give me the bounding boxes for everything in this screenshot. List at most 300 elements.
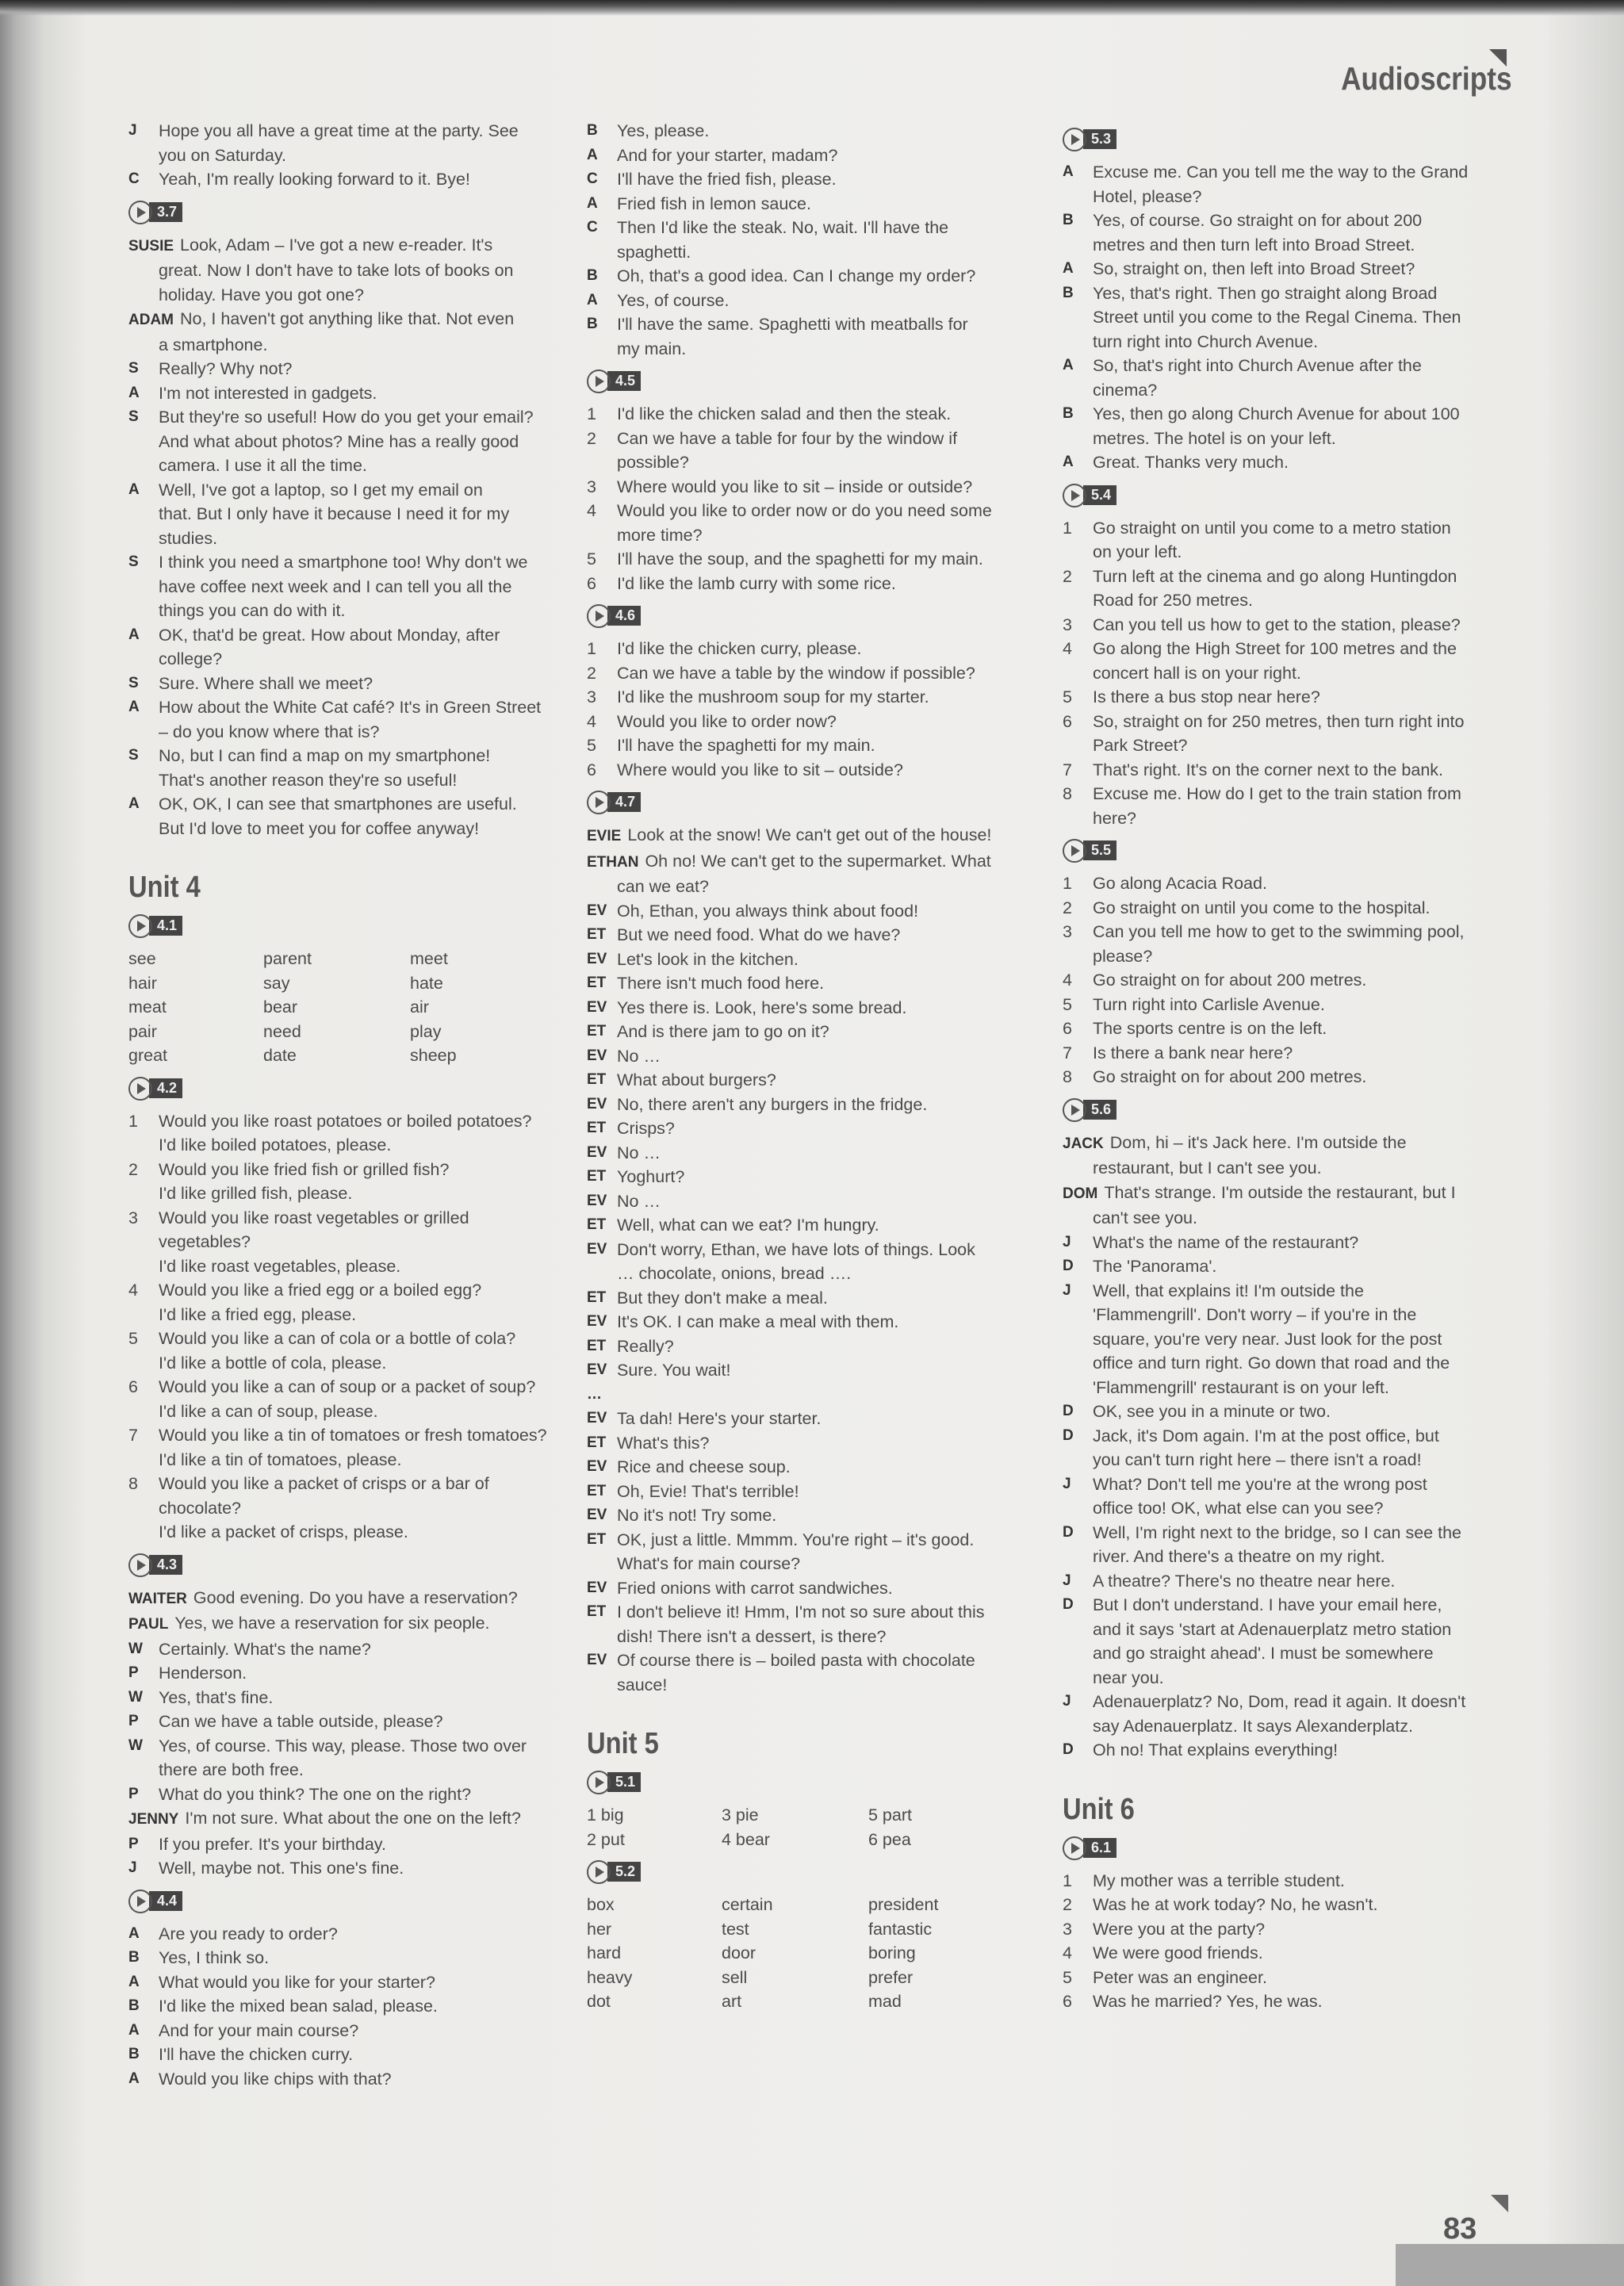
line-text: That's another reason they're so useful! xyxy=(159,770,458,790)
line-number: 1 xyxy=(1063,1871,1072,1890)
speaker-label: JACK xyxy=(1063,1135,1104,1152)
script-line xyxy=(587,923,1015,948)
script-line xyxy=(128,2067,557,2092)
word-cell: art xyxy=(722,1992,742,2011)
speaker-label: D xyxy=(1063,1741,1074,1758)
line-text: Can we have a table by the window if possible? xyxy=(617,663,975,683)
line-text: Well, I'm right next to the bridge, so I can see the xyxy=(1093,1522,1462,1542)
line-number: 3 xyxy=(1063,1919,1072,1939)
line-text: And for your starter, madam? xyxy=(617,145,838,165)
line-text: I'm not sure. What about the one on the left? xyxy=(185,1809,521,1828)
line-text: I'll have the fried fish, please. xyxy=(617,170,837,189)
script-line xyxy=(128,1611,557,1637)
line-number: 5 xyxy=(1063,994,1072,1014)
script-line xyxy=(587,312,1015,337)
line-text: chocolate? xyxy=(159,1498,241,1518)
script-line xyxy=(128,502,557,527)
page-number: 83 xyxy=(1443,2212,1477,2246)
section-gap xyxy=(587,1697,1015,1717)
word-grid xyxy=(587,1893,1015,2014)
line-number: 2 xyxy=(128,1159,138,1179)
script-line xyxy=(128,478,557,503)
script-line xyxy=(1063,637,1491,661)
script-line xyxy=(1063,661,1491,686)
script-line xyxy=(128,1734,557,1759)
script-line xyxy=(587,661,1015,686)
line-text: more time? xyxy=(617,525,703,545)
script-line xyxy=(587,823,1015,849)
speaker-label: EV xyxy=(587,1143,607,1161)
script-line xyxy=(128,1423,557,1448)
speaker-label: EV xyxy=(587,1652,607,1668)
word-cell: dot xyxy=(587,1992,611,2011)
line-text: Park Street? xyxy=(1093,736,1188,755)
script-line xyxy=(128,119,557,144)
script-line xyxy=(1063,209,1491,233)
speaker-label: A xyxy=(128,699,140,715)
line-text: We were good friends. xyxy=(1093,1943,1263,1962)
line-text: and it says 'start at Adenauerplatz metro station xyxy=(1093,1619,1452,1639)
script-line xyxy=(1063,782,1491,806)
script-line xyxy=(587,264,1015,289)
word-cell: hard xyxy=(587,1943,622,1962)
speaker-label: S xyxy=(128,747,139,764)
speaker-label: J xyxy=(128,1859,137,1876)
line-text: Would you like fried fish or grilled fish? xyxy=(159,1159,450,1179)
line-text: Oh, Evie! That's terrible! xyxy=(617,1481,799,1501)
line-text: I'd like the chicken salad and then the steak. xyxy=(617,404,952,423)
line-text: Would you like a packet of crisps or a bar of xyxy=(159,1474,489,1493)
speaker-label: C xyxy=(128,170,140,187)
line-text: Certainly. What's the name? xyxy=(159,1639,371,1659)
script-line xyxy=(587,996,1015,1020)
line-text: Was he married? Yes, he was. xyxy=(1093,1992,1323,2011)
script-line xyxy=(128,430,557,454)
line-text: That's strange. I'm outside the restaurant, but I xyxy=(1104,1182,1456,1202)
audio-track-badge xyxy=(1063,1836,1116,1863)
script-line xyxy=(128,405,557,430)
line-text: can we eat? xyxy=(617,877,709,896)
script-line xyxy=(587,1189,1015,1214)
line-text: Don't worry, Ethan, we have lots of things. Look xyxy=(617,1239,975,1259)
play-icon xyxy=(587,604,611,628)
script-line xyxy=(128,1254,557,1279)
script-line xyxy=(587,758,1015,783)
line-number: 6 xyxy=(1063,711,1072,731)
word-cell: 6 pea xyxy=(868,1829,911,1849)
audio-track-badge xyxy=(128,200,182,227)
script-line xyxy=(587,1528,1015,1553)
speaker-label: P xyxy=(128,1835,139,1852)
script-line xyxy=(587,1262,1015,1286)
line-text: say Adenauerplatz. It says Alexanderplatz. xyxy=(1093,1716,1413,1736)
line-number: 6 xyxy=(587,760,596,779)
line-text: a smartphone. xyxy=(159,335,268,354)
speaker-label: ETHAN xyxy=(587,853,639,871)
line-number: 7 xyxy=(128,1426,138,1445)
track-number: 4.7 xyxy=(607,792,641,812)
word-cell: bear xyxy=(263,997,298,1017)
line-text: What? Don't tell me you're at the wrong post xyxy=(1093,1474,1427,1494)
word-cell: 5 part xyxy=(868,1805,912,1825)
script-line xyxy=(1063,1569,1491,1594)
line-text: No … xyxy=(617,1046,661,1066)
line-text: Go along Acacia Road. xyxy=(1093,874,1267,893)
line-text: – do you know where that is? xyxy=(159,722,380,741)
speaker-label: ET xyxy=(587,1023,607,1040)
line-text: Let's look in the kitchen. xyxy=(617,949,799,969)
script-line xyxy=(1063,1593,1491,1618)
word-cell: great xyxy=(128,1046,168,1065)
unit-heading: Unit 5 xyxy=(587,1727,659,1760)
line-text: I'd like a tin of tomatoes, please. xyxy=(159,1449,402,1469)
line-number: 8 xyxy=(1063,1067,1072,1086)
script-line xyxy=(128,575,557,599)
line-text: cinema? xyxy=(1093,380,1158,400)
word-cell: 3 pie xyxy=(722,1805,759,1825)
line-number: 6 xyxy=(128,1377,138,1396)
script-line xyxy=(128,1133,557,1158)
line-text: Would you like a fried egg or a boiled egg? xyxy=(159,1281,482,1300)
audio-track-badge xyxy=(587,603,641,630)
line-text: I'll have the same. Spaghetti with meatballs for xyxy=(617,315,968,334)
speaker-label: D xyxy=(1063,1258,1074,1274)
line-number: 3 xyxy=(1063,922,1072,941)
script-line xyxy=(128,527,557,551)
play-icon xyxy=(1063,1836,1086,1860)
script-line xyxy=(587,167,1015,192)
audio-track-badge xyxy=(587,790,641,817)
speaker-label: A xyxy=(128,1924,140,1942)
line-text: Well, maybe not. This one's fine. xyxy=(159,1859,404,1878)
line-text: Can you tell us how to get to the station, please? xyxy=(1093,615,1461,634)
speaker-label: J xyxy=(128,122,137,139)
line-text: concert hall is on your right. xyxy=(1093,663,1301,683)
script-line xyxy=(128,1586,557,1612)
script-line xyxy=(587,1116,1015,1141)
play-icon xyxy=(1063,484,1086,507)
word-cell: say xyxy=(263,973,290,993)
play-icon xyxy=(1063,128,1086,151)
speaker-label: D xyxy=(1063,1523,1074,1541)
script-line xyxy=(587,1673,1015,1698)
script-line xyxy=(1063,758,1491,783)
line-text: No … xyxy=(617,1143,661,1162)
line-text: Look at the snow! We can't get out of the house! xyxy=(627,825,992,844)
speaker-label: A xyxy=(128,2021,140,2039)
line-text: and go straight ahead'. I must be somewhere xyxy=(1093,1644,1434,1663)
speaker-label: ET xyxy=(587,1530,607,1548)
word-grid xyxy=(128,947,557,1068)
line-text: Then I'd like the steak. No, wait. I'll have the xyxy=(617,218,949,237)
speaker-label: ET xyxy=(587,1120,607,1136)
play-icon xyxy=(128,914,152,938)
script-line xyxy=(1063,516,1491,541)
script-line xyxy=(1063,1041,1491,1066)
line-text: Can you tell me how to get to the swimming pool, xyxy=(1093,922,1465,941)
word-cell: date xyxy=(263,1046,297,1065)
speaker-label: B xyxy=(1063,284,1074,301)
line-text: Yes, please. xyxy=(617,121,710,140)
speaker-label: ET xyxy=(587,1337,607,1354)
line-text: Go straight on for about 200 metres. xyxy=(1093,1067,1367,1086)
line-text: you can't turn right here – there isn't a road! xyxy=(1093,1450,1422,1469)
script-line xyxy=(1063,920,1491,944)
line-text: have coffee next week and I can tell you all the xyxy=(159,576,512,596)
line-text: restaurant, but I can't see you. xyxy=(1093,1158,1322,1177)
script-line xyxy=(1063,1231,1491,1255)
script-line xyxy=(128,1327,557,1351)
play-icon xyxy=(587,791,611,814)
line-text: Crisps? xyxy=(617,1119,675,1138)
line-text: I'd like a fried egg, please. xyxy=(159,1304,357,1324)
line-text: There isn't much food here. xyxy=(617,974,825,993)
script-line xyxy=(1063,710,1491,734)
play-icon xyxy=(128,1890,152,1913)
line-text: If you prefer. It's your birthday. xyxy=(159,1834,386,1854)
script-line xyxy=(587,1044,1015,1069)
line-text: camera. I use it all the time. xyxy=(159,456,367,475)
script-line xyxy=(1063,1472,1491,1497)
audio-track-badge xyxy=(1063,1097,1116,1124)
script-line xyxy=(587,119,1015,144)
speaker-label: A xyxy=(587,146,598,163)
word-cell: air xyxy=(410,997,429,1017)
script-line xyxy=(1063,257,1491,281)
line-text: Great. Thanks very much. xyxy=(1093,453,1289,472)
track-number: 4.2 xyxy=(149,1078,182,1098)
line-text: What about burgers? xyxy=(617,1070,776,1089)
line-text: Sure. Where shall we meet? xyxy=(159,673,373,693)
speaker-label: P xyxy=(128,1664,139,1681)
line-text: square, you're very near. Just look for the post xyxy=(1093,1329,1442,1349)
script-line xyxy=(1063,1156,1491,1181)
script-line xyxy=(1063,1496,1491,1521)
line-text: Can we have a table for four by the window if xyxy=(617,428,958,448)
line-number: 8 xyxy=(1063,784,1072,803)
script-line xyxy=(128,817,557,841)
script-line xyxy=(128,1710,557,1734)
line-text: So, that's right into Church Avenue after the xyxy=(1093,356,1422,375)
line-text: Yes, of course. This way, please. Those two over xyxy=(159,1736,527,1756)
script-line xyxy=(1063,733,1491,758)
line-text: Hope you all have a great time at the party. See xyxy=(159,121,519,140)
line-text: can't see you. xyxy=(1093,1208,1197,1227)
script-line xyxy=(128,695,557,720)
audio-track-badge xyxy=(1063,838,1116,865)
speaker-label: A xyxy=(1063,260,1074,277)
script-line xyxy=(128,1230,557,1254)
script-line xyxy=(1063,1448,1491,1472)
track-number: 3.7 xyxy=(149,202,182,222)
line-text: Fried fish in lemon sauce. xyxy=(617,193,811,213)
line-text: And what about photos? Mine has a really good xyxy=(159,431,519,451)
speaker-label: WAITER xyxy=(128,1590,187,1607)
audio-track-badge xyxy=(128,1889,182,1916)
script-line xyxy=(128,1970,557,1995)
track-number: 5.5 xyxy=(1083,840,1116,860)
line-number: 2 xyxy=(1063,566,1072,586)
line-text: Road for 250 metres. xyxy=(1093,591,1253,610)
script-line xyxy=(1063,896,1491,921)
word-cell: 4 bear xyxy=(722,1829,770,1849)
speaker-label: A xyxy=(128,481,140,498)
line-text: Excuse me. How do I get to the train station from xyxy=(1093,784,1461,803)
speaker-label: S xyxy=(128,408,139,425)
line-text: Where would you like to sit – outside? xyxy=(617,760,903,779)
script-line xyxy=(1063,806,1491,831)
script-line xyxy=(128,2019,557,2043)
word-cell: meat xyxy=(128,997,167,1017)
speaker-label: D xyxy=(1063,1596,1074,1613)
line-number: 7 xyxy=(1063,1043,1072,1063)
script-line xyxy=(1063,330,1491,354)
line-text: Oh no! That explains everything! xyxy=(1093,1740,1339,1759)
script-line xyxy=(587,1576,1015,1601)
speaker-label: A xyxy=(128,626,140,643)
line-text: But they don't make a meal. xyxy=(617,1288,828,1308)
speaker-label: S xyxy=(128,360,139,377)
line-text: my main. xyxy=(617,339,687,358)
line-text: I'd like the mixed bean salad, please. xyxy=(159,1997,438,2016)
script-line xyxy=(1063,1376,1491,1400)
script-line xyxy=(128,144,557,168)
line-text: Yes there is. Look, here's some bread. xyxy=(617,997,907,1017)
script-line xyxy=(128,1400,557,1424)
line-text: Well, I've got a laptop, so I get my email on xyxy=(159,480,483,500)
script-line xyxy=(1063,588,1491,613)
track-number: 5.1 xyxy=(607,1772,641,1792)
script-line xyxy=(587,1455,1015,1480)
track-number: 5.4 xyxy=(1083,485,1116,505)
speaker-label: A xyxy=(587,291,598,308)
line-text: … chocolate, onions, bread …. xyxy=(617,1264,852,1283)
script-line xyxy=(587,637,1015,661)
script-line xyxy=(128,623,557,648)
line-text: Would you like to order now or do you need some xyxy=(617,501,992,520)
speaker-label: EV xyxy=(587,902,607,919)
script-line xyxy=(1063,305,1491,330)
line-text: Yes, I think so. xyxy=(159,1948,270,1967)
script-line xyxy=(1063,1181,1491,1207)
line-text: Peter was an engineer. xyxy=(1093,1967,1267,1987)
script-line xyxy=(128,1832,557,1857)
script-line xyxy=(1063,1989,1491,2014)
line-text: Would you like a tin of tomatoes or fresh tomatoes? xyxy=(159,1426,547,1445)
script-line xyxy=(128,1181,557,1206)
script-line xyxy=(587,1648,1015,1673)
audio-track-badge xyxy=(128,1553,182,1580)
speaker-label: EV xyxy=(587,950,607,967)
script-line xyxy=(128,647,557,672)
line-number: 5 xyxy=(1063,687,1072,706)
script-line xyxy=(1063,540,1491,565)
script-line xyxy=(1063,1327,1491,1352)
line-text: But we need food. What do we have? xyxy=(617,925,901,944)
script-line xyxy=(128,1946,557,1970)
line-text: Yes, then go along Church Avenue for about 100 xyxy=(1093,404,1460,423)
script-line xyxy=(128,1758,557,1782)
speaker-label: J xyxy=(1063,1572,1071,1589)
script-line xyxy=(1063,1424,1491,1449)
line-text: No it's not! Try some. xyxy=(617,1506,777,1525)
script-line xyxy=(1063,1714,1491,1739)
audio-track-badge xyxy=(587,1770,641,1797)
line-text: OK, OK, I can see that smartphones are useful. xyxy=(159,795,517,814)
track-number: 5.3 xyxy=(1083,129,1116,149)
script-line xyxy=(587,685,1015,710)
column-middle xyxy=(587,119,1015,2014)
script-line xyxy=(1063,944,1491,969)
script-line xyxy=(128,672,557,696)
line-text: Well, that explains it! I'm outside the xyxy=(1093,1281,1364,1300)
script-line xyxy=(1063,281,1491,306)
line-number: 6 xyxy=(1063,1019,1072,1038)
speaker-label: A xyxy=(128,384,140,401)
script-line xyxy=(587,899,1015,924)
script-line xyxy=(587,733,1015,758)
line-text: Oh no! We can't get to the supermarket. What xyxy=(645,851,991,871)
line-text: I'd like roast vegetables, please. xyxy=(159,1256,401,1276)
line-text: Go straight on for about 200 metres. xyxy=(1093,971,1367,990)
script-line xyxy=(128,357,557,381)
script-line xyxy=(1063,993,1491,1017)
line-text: Would you like roast vegetables or grilled xyxy=(159,1208,469,1227)
word-cell: her xyxy=(587,1919,612,1939)
line-text: I'd like the chicken curry, please. xyxy=(617,639,862,658)
line-text: But I'd love to meet you for coffee anyway! xyxy=(159,818,480,838)
word-cell: see xyxy=(128,949,156,968)
line-text: But I don't understand. I have your email here, xyxy=(1093,1595,1442,1614)
script-line xyxy=(128,1496,557,1521)
line-text: Oh, Ethan, you always think about food! xyxy=(617,901,919,921)
line-number: 1 xyxy=(587,639,596,658)
line-text: OK, just a little. Mmmm. You're right – it's good. xyxy=(617,1530,975,1549)
speaker-label: D xyxy=(1063,1403,1074,1419)
line-text: turn right into Church Avenue. xyxy=(1093,331,1319,351)
script-line xyxy=(587,523,1015,548)
script-line xyxy=(1063,613,1491,638)
speaker-label: EV xyxy=(587,998,607,1016)
track-number: 5.6 xyxy=(1083,1100,1116,1120)
script-line xyxy=(1063,1917,1491,1942)
line-text: Is there a bus stop near here? xyxy=(1093,687,1320,706)
word-cell: sell xyxy=(722,1967,748,1987)
line-text: river. And there's a theatre on my right. xyxy=(1093,1547,1385,1566)
speaker-label: P xyxy=(128,1785,139,1802)
line-text: I'll have the spaghetti for my main. xyxy=(617,736,875,755)
audio-track-badge xyxy=(128,913,182,940)
script-line xyxy=(128,1520,557,1545)
speaker-label: EV xyxy=(587,1410,607,1426)
line-number: 3 xyxy=(1063,615,1072,634)
speaker-label: EV xyxy=(587,1313,607,1330)
script-line xyxy=(128,1351,557,1376)
speaker-label: W xyxy=(128,1688,143,1706)
footer-bar xyxy=(1396,2244,1624,2286)
word-cell: box xyxy=(587,1895,615,1914)
script-line xyxy=(128,381,557,406)
speaker-label: J xyxy=(1063,1281,1071,1299)
script-line xyxy=(1063,233,1491,258)
script-line xyxy=(128,233,557,259)
speaker-label: A xyxy=(128,2070,140,2087)
script-line xyxy=(128,550,557,575)
speaker-label: EV xyxy=(587,1507,607,1523)
speaker-label: A xyxy=(128,1973,140,1990)
line-text: I'll have the soup, and the spaghetti for my main. xyxy=(617,549,983,569)
script-line xyxy=(128,1922,557,1947)
